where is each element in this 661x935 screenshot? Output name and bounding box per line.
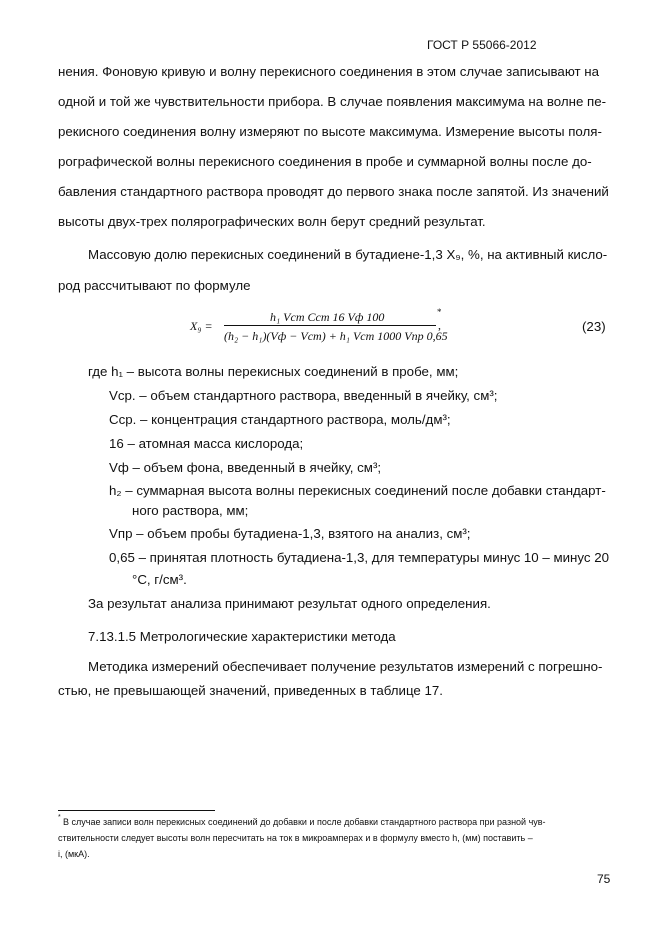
where-item: 16 – атомная масса кислорода; [109, 436, 304, 451]
paragraph-line: бавления стандартного раствора проводят до первого знака после запятой. Из значений [58, 184, 609, 199]
paragraph-line: Массовую долю перекисных соединений в бутадиене-1,3 X₉, %, на активный кисло- [88, 247, 608, 262]
where-item: Vпр – объем пробы бутадиена-1,3, взятого на анализ, см³; [109, 526, 471, 541]
formula-trailing: , [438, 318, 441, 332]
footnote-rule [58, 810, 215, 811]
formula-denominator: (h₂ − h₁)(Vф − Vст) + h₁ Vст 1000 Vпр 0,65 [224, 329, 448, 343]
where-item: Сср. – концентрация стандартного раствора, моль/дм³; [109, 412, 451, 427]
paragraph-line: одной и той же чувствительности прибора. В случае появления максимума на волне пе- [58, 94, 607, 109]
where-item: 0,65 – принятая плотность бутадиена-1,3, для температуры минус 10 – минус 20 [109, 550, 610, 565]
paragraph-line: рографической волны перекисного соединения в пробе и суммарной волны после до- [58, 154, 592, 169]
document-header: ГОСТ Р 55066-2012 [427, 38, 537, 52]
formula-numerator: h₁ Vст Cст 16 Vф 100 [270, 310, 385, 324]
where-item: °С, г/см³. [132, 572, 187, 587]
footnote-mark: * [58, 814, 61, 821]
formula-lhs: X₉ = [190, 319, 213, 333]
result-line: За результат анализа принимают результат одного определения. [88, 596, 491, 611]
paragraph-line: высоты двух-трех полярографических волн берут средний результат. [58, 214, 486, 229]
where-item: h₂ – суммарная высота волны перекисных соединений после добавки стандарт- [109, 483, 606, 498]
where-item: Vср. – объем стандартного раствора, введенный в ячейку, см³; [109, 388, 498, 403]
fraction-bar [224, 325, 436, 326]
where-item: ного раствора, мм; [132, 503, 249, 518]
formula-number: (23) [582, 319, 606, 334]
page-number: 75 [597, 872, 611, 886]
footnote-line: ствительности следует высоты волн пересчитать на ток в микроамперах и в формулу вместо h, (мм) поставить – [58, 833, 533, 843]
paragraph-line: стью, не превышающей значений, приведенных в таблице 17. [58, 683, 443, 698]
footnote-mark: * [437, 307, 442, 317]
paragraph-line: род рассчитывают по формуле [58, 278, 251, 293]
section-heading: 7.13.1.5 Метрологические характеристики метода [88, 629, 396, 644]
paragraph-line: Методика измерений обеспечивает получение результатов измерений с погрешно- [88, 659, 603, 674]
footnote-line: В случае записи волн перекисных соединений до добавки и после добавки стандартного раствора при разной чув- [63, 817, 546, 827]
footnote-line: i, (мкА). [58, 849, 90, 859]
where-item: Vф – объем фона, введенный в ячейку, см³; [109, 460, 382, 475]
paragraph-line: нения. Фоновую кривую и волну перекисного соединения в этом случае записывают на [58, 64, 600, 79]
paragraph-line: рекисного соединения волну измеряют по высоте максимума. Измерение высоты поля- [58, 124, 602, 139]
where-intro: где h₁ – высота волны перекисных соединений в пробе, мм; [88, 364, 459, 379]
